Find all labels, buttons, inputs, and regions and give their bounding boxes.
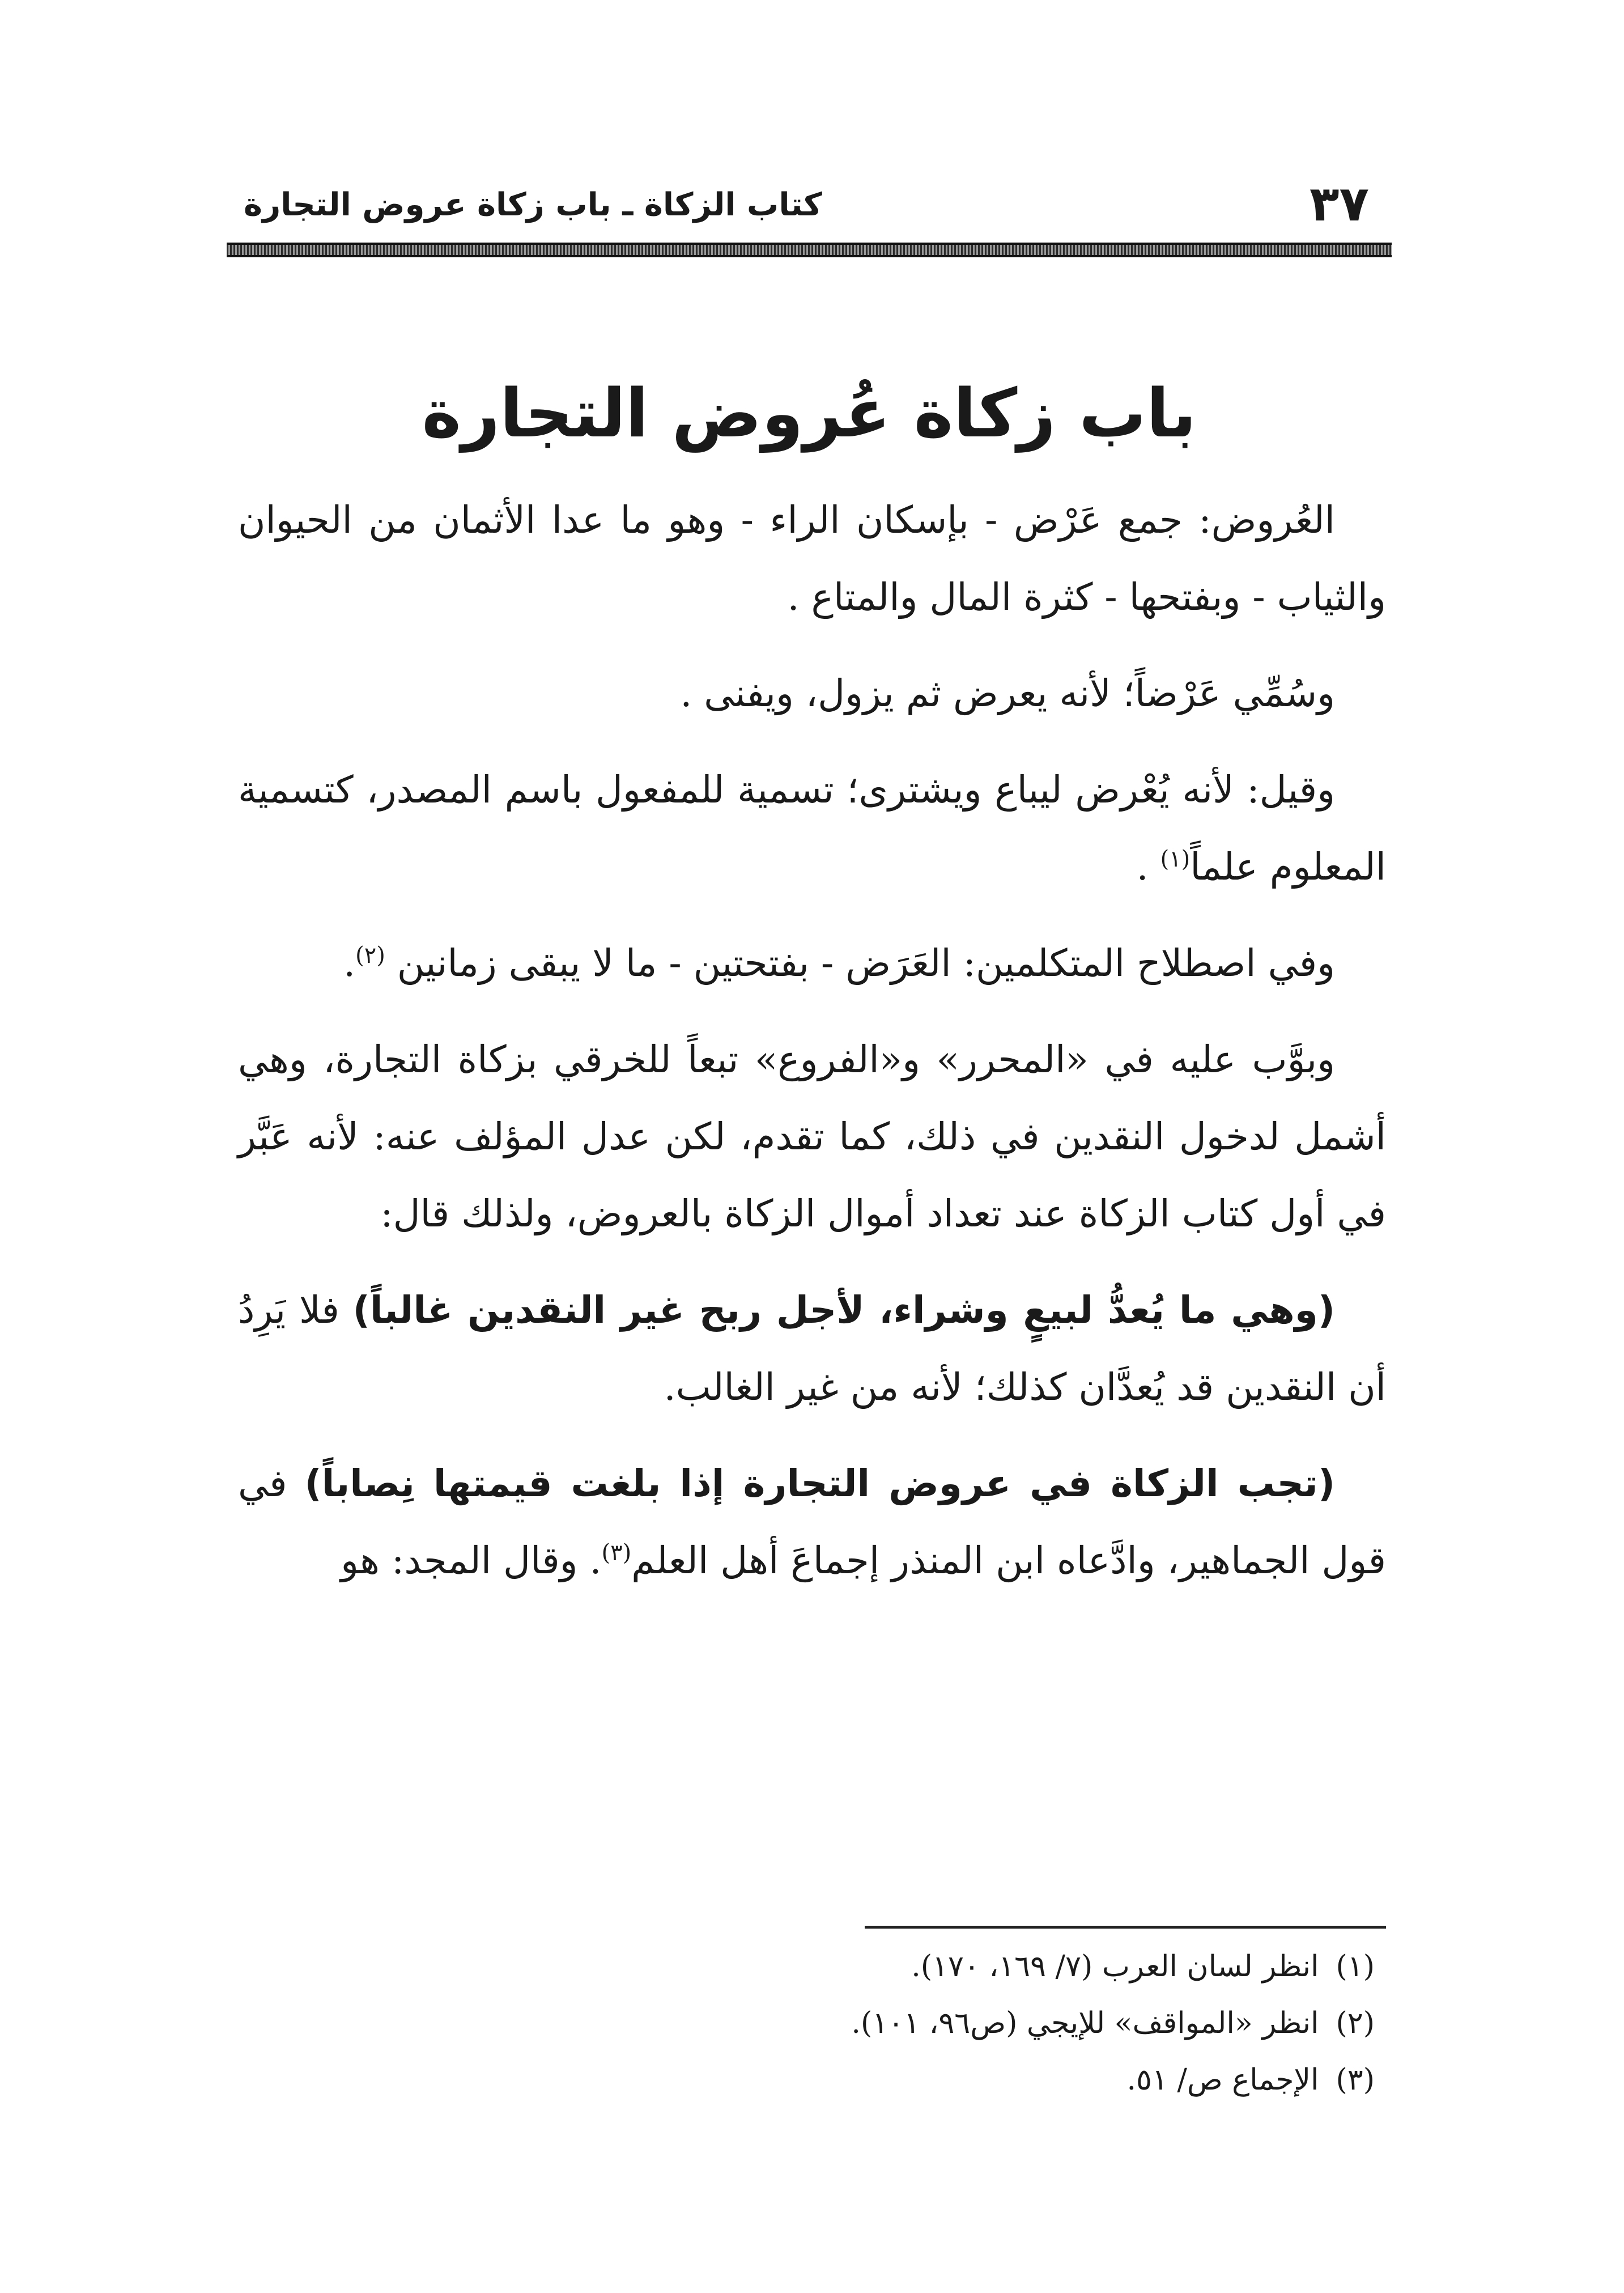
footnote-reference: (١) <box>1160 846 1191 872</box>
footnote <box>238 2052 1375 2108</box>
header-rule <box>227 243 1392 257</box>
footnote-text: انظر «المواقف» للإيجي (ص٩٦، ١٠١). <box>851 2006 1319 2040</box>
page-number: ٣٧ <box>1310 176 1369 232</box>
paragraph-tail: . <box>1136 845 1160 889</box>
paragraph-text: في قول الجماهير، وادَّعاه ابن المنذر إجماعَ أهل العلم <box>238 1462 1386 1582</box>
footnote-number: (١) <box>1336 1950 1375 1984</box>
paragraph-text: فلا يَرِدُ أن النقدين قد يُعدَّان كذلك؛ لأنه من غير الغالب. <box>238 1288 1386 1409</box>
paragraph-text: وبوَّب عليه في «المحرر» و«الفروع» تبعاً للخرقي بزكاة التجارة، وهي أشمل لدخول النقدين في ذلك، كما تقدم، لكن عدل المؤلف عنه: لأنه عَبَّر في أول كتاب الزكاة عند تعداد أموال الزكاة بالعروض، ولذلك قال: <box>238 1038 1386 1235</box>
footnote-reference: (٢) <box>355 942 385 969</box>
paragraph-tail: . <box>343 941 356 985</box>
footnote <box>238 1938 1375 1995</box>
body-text <box>238 482 1386 1619</box>
paragraph <box>238 1445 1386 1599</box>
matn-quote: (تجب الزكاة في عروض التجارة إذا بلغت قيمتها نِصاباً) <box>304 1462 1335 1505</box>
paragraph-tail: . وقال المجد: هو <box>341 1539 602 1582</box>
running-header <box>227 170 1392 244</box>
footnote-divider <box>865 1926 1386 1929</box>
footnote-text: الإجماع ص/ ٥١. <box>1126 2063 1319 2097</box>
footnotes <box>238 1938 1375 2108</box>
paragraph-text: وسُمِّي عَرْضاً؛ لأنه يعرض ثم يزول، ويفنى . <box>680 672 1335 715</box>
running-title: كتاب الزكاة ـ باب زكاة عروض التجارة <box>244 186 822 223</box>
paragraph-text: العُروض: جمع عَرْض - بإسكان الراء - وهو ما عدا الأثمان من الحيوان والثياب - وبفتحها - كثرة المال والمتاع . <box>238 498 1386 619</box>
paragraph <box>238 1021 1386 1252</box>
matn-quote: (وهي ما يُعدُّ لبيعٍ وشراء، لأجل ربح غير النقدين غالباً) <box>352 1288 1335 1332</box>
footnote-number: (٢) <box>1336 2006 1375 2040</box>
chapter-title: باب زكاة عُروض التجارة <box>422 374 1197 453</box>
footnote-text: انظر لسان العرب (٧/ ١٦٩، ١٧٠). <box>911 1950 1319 1984</box>
paragraph <box>238 1272 1386 1426</box>
paragraph-text: وقيل: لأنه يُعْرض ليباع ويشترى؛ تسمية للمفعول باسم المصدر، كتسمية المعلوم علماً <box>238 768 1386 889</box>
paragraph <box>238 655 1386 732</box>
footnote-number: (٣) <box>1336 2063 1375 2097</box>
paragraph <box>238 925 1386 1002</box>
footnote-reference: (٣) <box>601 1540 632 1566</box>
paragraph <box>238 482 1386 636</box>
paragraph-text: وفي اصطلاح المتكلمين: العَرَض - بفتحتين - ما لا يبقى زمانين <box>385 941 1335 985</box>
paragraph <box>238 751 1386 906</box>
footnote <box>238 1995 1375 2052</box>
